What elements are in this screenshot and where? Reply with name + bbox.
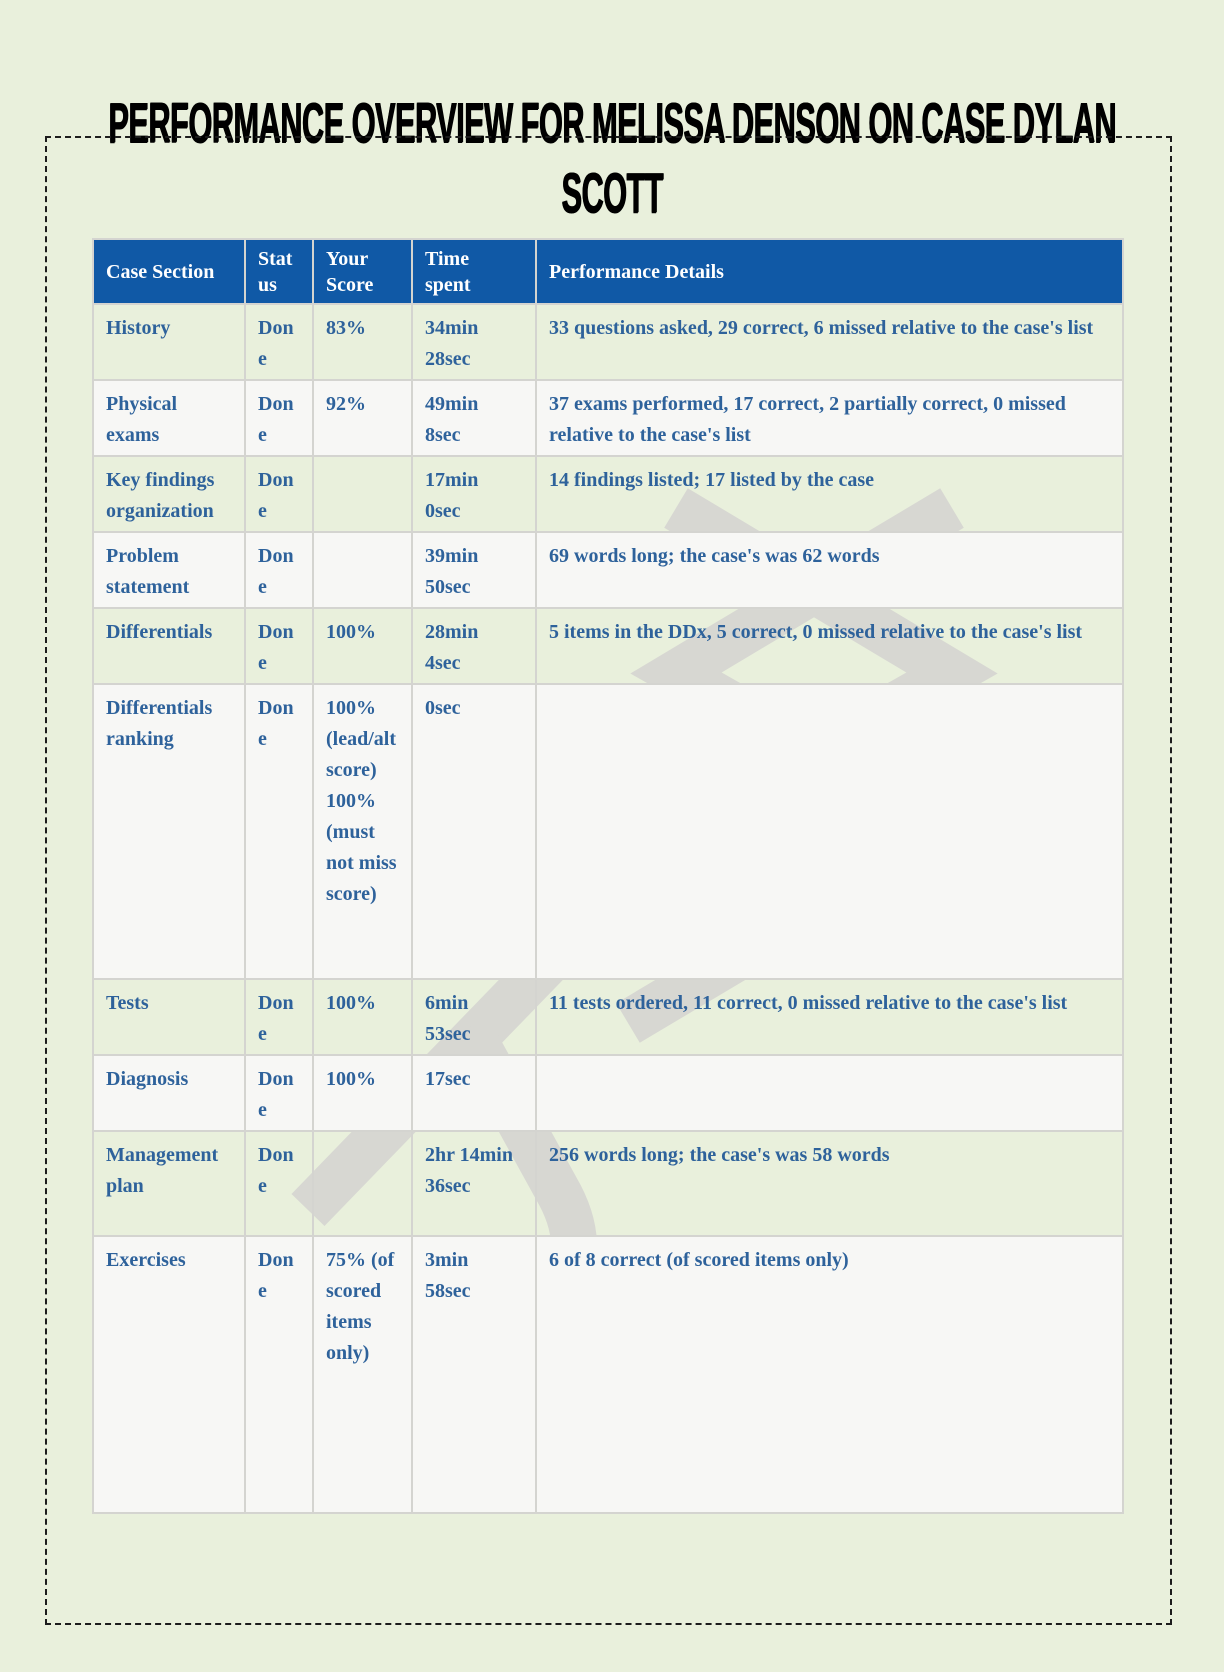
cell-your-score: 100%	[313, 979, 412, 1055]
cell-your-score: 100%	[313, 608, 412, 684]
table-header-row	[93, 239, 1123, 304]
performance-table	[92, 238, 1124, 1514]
cell-time-spent: 6min 53sec	[412, 979, 536, 1055]
column-header-your-score: Your Score	[313, 239, 412, 304]
cell-time-spent: 17min 0sec	[412, 456, 536, 532]
cell-case-section: Differentials	[93, 608, 245, 684]
cell-case-section: Differentials ranking	[93, 684, 245, 979]
cell-case-section: Problem statement	[93, 532, 245, 608]
cell-performance-details: 6 of 8 correct (of scored items only)	[536, 1236, 1123, 1513]
document-page	[0, 88, 1224, 1672]
cell-your-score	[313, 1131, 412, 1236]
column-header-case-section: Case Section	[93, 239, 245, 304]
table-row	[93, 304, 1123, 380]
cell-case-section: Key findings organization	[93, 456, 245, 532]
table-row	[93, 979, 1123, 1055]
page-title-line1: PERFORMANCE OVERVIEW FOR MELISSA DENSON ON CASE DYLAN	[108, 91, 1116, 155]
cell-performance-details: 69 words long; the case's was 62 words	[536, 532, 1123, 608]
cell-status: Done	[245, 1236, 313, 1513]
page-title-line2: SCOTT	[561, 161, 663, 225]
cell-status: Done	[245, 456, 313, 532]
cell-performance-details: 14 findings listed; 17 listed by the case	[536, 456, 1123, 532]
cell-performance-details: 5 items in the DDx, 5 correct, 0 missed relative to the case's list	[536, 608, 1123, 684]
table-row	[93, 1131, 1123, 1236]
cell-time-spent: 49min 8sec	[412, 380, 536, 456]
cell-your-score: 100% (lead/alt score) 100% (must not miss score)	[313, 684, 412, 979]
cell-status: Done	[245, 1055, 313, 1131]
cell-time-spent: 28min 4sec	[412, 608, 536, 684]
cell-case-section: History	[93, 304, 245, 380]
cell-time-spent: 2hr 14min 36sec	[412, 1131, 536, 1236]
cell-status: Done	[245, 684, 313, 979]
cell-case-section: Diagnosis	[93, 1055, 245, 1131]
cell-performance-details: 33 questions asked, 29 correct, 6 missed relative to the case's list	[536, 304, 1123, 380]
page-title	[0, 88, 1224, 228]
cell-time-spent: 34min 28sec	[412, 304, 536, 380]
cell-time-spent: 17sec	[412, 1055, 536, 1131]
cell-status: Done	[245, 608, 313, 684]
table-row	[93, 608, 1123, 684]
cell-your-score	[313, 456, 412, 532]
cell-your-score: 75% (of scored items only)	[313, 1236, 412, 1513]
cell-status: Done	[245, 304, 313, 380]
cell-performance-details	[536, 684, 1123, 979]
cell-status: Done	[245, 532, 313, 608]
table-row	[93, 684, 1123, 979]
cell-status: Done	[245, 1131, 313, 1236]
table-row	[93, 532, 1123, 608]
cell-performance-details	[536, 1055, 1123, 1131]
cell-status: Done	[245, 979, 313, 1055]
cell-performance-details: 37 exams performed, 17 correct, 2 partially correct, 0 missed relative to the case's list	[536, 380, 1123, 456]
table-row	[93, 1236, 1123, 1513]
cell-your-score: 92%	[313, 380, 412, 456]
cell-time-spent: 39min 50sec	[412, 532, 536, 608]
cell-your-score: 100%	[313, 1055, 412, 1131]
cell-your-score	[313, 532, 412, 608]
column-header-time-spent: Time spent	[412, 239, 536, 304]
column-header-status: Status	[245, 239, 313, 304]
table-row	[93, 1055, 1123, 1131]
column-header-performance-details: Performance Details	[536, 239, 1123, 304]
cell-case-section: Tests	[93, 979, 245, 1055]
cell-case-section: Management plan	[93, 1131, 245, 1236]
table-row	[93, 456, 1123, 532]
cell-your-score: 83%	[313, 304, 412, 380]
cell-performance-details: 11 tests ordered, 11 correct, 0 missed relative to the case's list	[536, 979, 1123, 1055]
table-row	[93, 380, 1123, 456]
cell-case-section: Physical exams	[93, 380, 245, 456]
cell-performance-details: 256 words long; the case's was 58 words	[536, 1131, 1123, 1236]
cell-case-section: Exercises	[93, 1236, 245, 1513]
cell-status: Done	[245, 380, 313, 456]
cell-time-spent: 3min 58sec	[412, 1236, 536, 1513]
cell-time-spent: 0sec	[412, 684, 536, 979]
